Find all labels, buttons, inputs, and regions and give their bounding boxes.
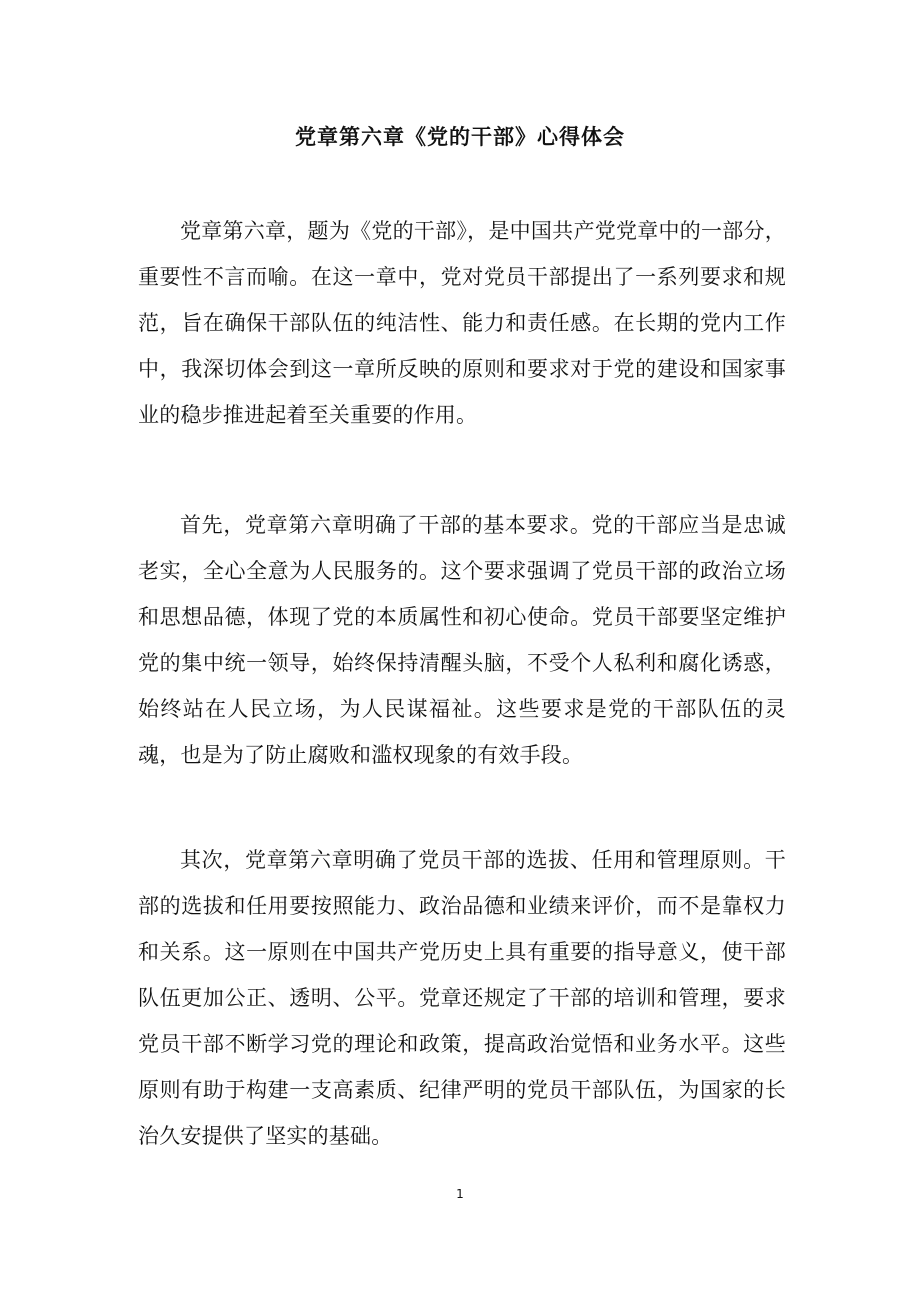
document-title: 党章第六章《党的干部》心得体会	[295, 125, 625, 149]
paragraph-1: 党章第六章，题为《党的干部》，是中国共产党党章中的一部分，重要性不言而喻。在这一章中，党对党员干部提出了一系列要求和规范，旨在确保干部队伍的纯洁性、能力和责任感。在长期的党内工作中，我深切体会到这一章所反映的原则和要求对于党的建设和国家事业的稳步推进起着至关重要的作用。	[138, 219, 786, 427]
paragraph-3: 其次，党章第六章明确了党员干部的选拔、任用和管理原则。干部的选拔和任用要按照能力、政治品德和业绩来评价，而不是靠权力和关系。这一原则在中国共产党历史上具有重要的指导意义，使干部队伍更加公正、透明、公平。党章还规定了干部的培训和管理，要求党员干部不断学习党的理论和政策，提高政治觉悟和业务水平。这些原则有助于构建一支高素质、纪律严明的党员干部队伍，为国家的长治久安提供了坚实的基础。	[138, 848, 786, 1148]
paragraph-2: 首先，党章第六章明确了干部的基本要求。党的干部应当是忠诚老实，全心全意为人民服务的。这个要求强调了党员干部的政治立场和思想品德，体现了党的本质属性和初心使命。党员干部要坚定维护党的集中统一领导，始终保持清醒头脑，不受个人私利和腐化诱惑，始终站在人民立场，为人民谋福祉。这些要求是党的干部队伍的灵魂，也是为了防止腐败和滥权现象的有效手段。	[138, 513, 786, 767]
page-number: 1	[456, 1187, 464, 1201]
